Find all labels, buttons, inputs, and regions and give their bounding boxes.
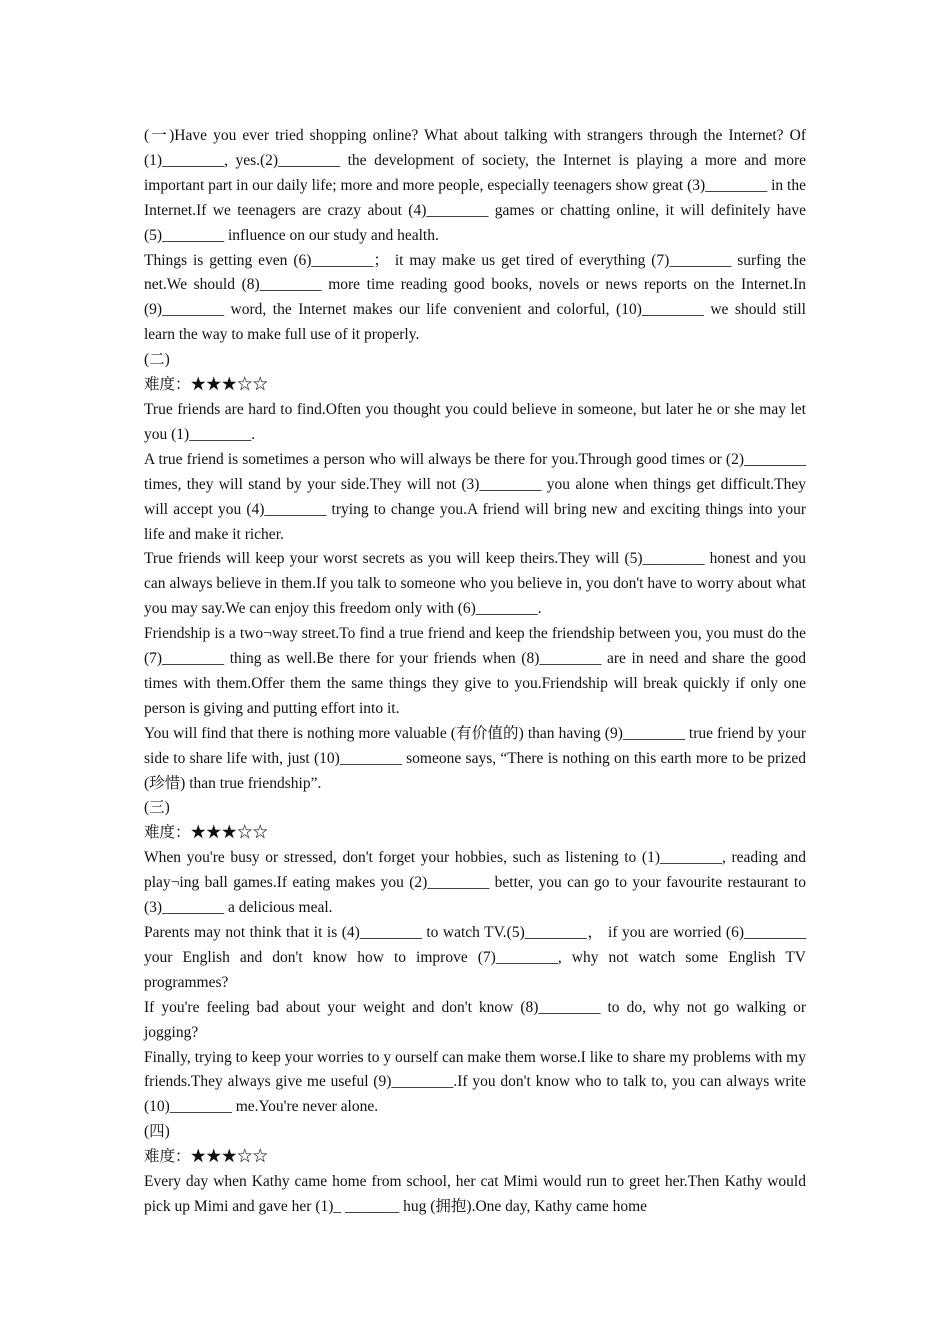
section-2-paragraph-3: True friends will keep your worst secrets as you will keep theirs.They will (5)________ honest and you can always believe in them.If you talk to someone who you believe in, you don't have to worry about what you may say.We can enjoy this freedom only with (6)________. [144, 550, 806, 618]
section-3-heading: (三) [144, 799, 170, 817]
section-4-paragraph-1: Every day when Kathy came home from school, her cat Mimi would run to greet her.Then Kathy would pick up Mimi and gave her (1)_ _______ hug (拥抱).One day, Kathy came home [144, 1173, 806, 1215]
document-page [144, 124, 806, 1220]
section-2-paragraph-5: You will find that there is nothing more valuable (有价值的) than having (9)________ true friend by your side to share life with, just (10)________ someone says, “There is nothing on this earth more to be prized (珍惜) than true friendship”. [144, 724, 806, 792]
section-3-paragraph-2: Parents may not think that it is (4)________ to watch TV.(5)________， if you are worried (6)________ your English and don't know how to improve (7)________, why not watch some English TV programmes? [144, 924, 806, 991]
section-4-difficulty: 难度：★★★☆☆ [144, 1148, 269, 1166]
section-2-heading: (二) [144, 351, 170, 369]
section-3-paragraph-4: Finally, trying to keep your worries to y ourself can make them worse.I like to share my problems with my friends.They always give me useful (9)________.If you don't know who to talk to, you can always write (10)________ me.You're never alone. [144, 1048, 806, 1116]
section-3-paragraph-1: When you're busy or stressed, don't forget your hobbies, such as listening to (1)________, reading and play¬ing ball games.If eating makes you (2)________ better, you can go to your favourite restaurant to (3)________ a delicious meal. [144, 849, 806, 917]
section-4-heading: (四) [144, 1123, 170, 1141]
section-2-paragraph-4: Friendship is a two¬way street.To find a true friend and keep the friendship between you, you must do the (7)________ thing as well.Be there for your friends when (8)________ are in need and share the good times with them.Offer them the same things they give to you.Friendship will break quickly if only one person is giving and putting effort into it. [144, 625, 806, 717]
section-3-paragraph-3: If you're feeling bad about your weight and don't know (8)________ to do, why not go walking or jogging? [144, 998, 806, 1041]
section-3-difficulty: 难度：★★★☆☆ [144, 824, 269, 842]
section-1-paragraph-1: (一)Have you ever tried shopping online? What about talking with strangers through the Internet? Of (1)________, yes.(2)________ the development of society, the Internet is playing a more and more important part in our daily life; more and more people, especially teenagers show great (3)________ in the Internet.If we teenagers are crazy about (4)________ games or chatting online, it will definitely have (5)________ influence on our study and health. [144, 127, 806, 244]
section-2-paragraph-2: A true friend is sometimes a person who will always be there for you.Through good times or (2)________ times, they will stand by your side.They will not (3)________ you alone when things get difficult.They will accept you (4)________ trying to change you.A friend will bring new and exciting things into your life and make it richer. [144, 450, 806, 543]
section-2-paragraph-1: True friends are hard to find.Often you thought you could believe in someone, but later he or she may let you (1)________. [144, 400, 806, 443]
section-1-paragraph-2: Things is getting even (6)________； it may make us get tired of everything (7)________ surfing the net.We should (8)________ more time reading good books, novels or news reports on the Internet.In (9)________ word, the Internet makes our life convenient and colorful, (10)________ we should still learn the way to make full use of it properly. [144, 251, 806, 344]
section-2-difficulty: 难度：★★★☆☆ [144, 376, 269, 394]
